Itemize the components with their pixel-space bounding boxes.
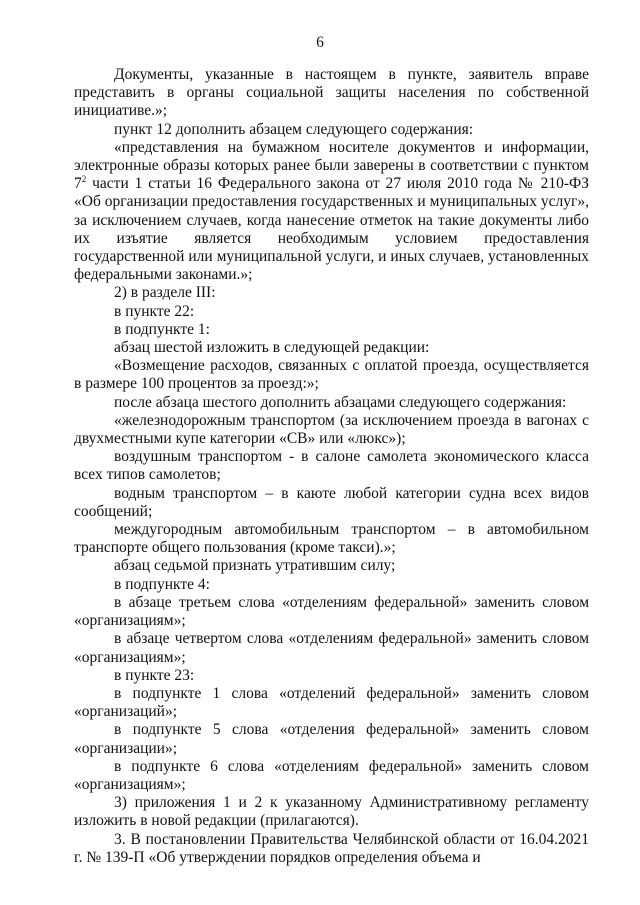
paragraph <box>74 139 589 285</box>
paragraph: в подпункте 4: <box>114 575 210 593</box>
paragraph: в подпункте 1: <box>114 320 210 338</box>
paragraph: пункт 12 дополнить абзацем следующего содержания: <box>114 120 474 138</box>
paragraph: в пункте 22: <box>114 302 195 320</box>
paragraph: в подпункте 5 слова «отделения федеральной» заменить словом «организации»; <box>74 721 589 757</box>
paragraph: «железнодорожным транспортом (за исключением проезда в вагонах с двухместными купе категории «СВ» или «люкс»); <box>74 411 589 448</box>
paragraph: воздушным транспортом - в салоне самолета экономического класса всех типов самолетов; <box>74 448 589 484</box>
paragraph: 3. В постановлении Правительства Челябинской области от 16.04.2021 г. № 139-П «Об утверждении порядков определения объема и <box>74 830 589 866</box>
superscript: 2 <box>81 174 87 185</box>
paragraph: Документы, указанные в настоящем в пункте, заявитель вправе представить в органы социальной защиты населения по собственной инициативе.»; <box>74 66 589 120</box>
paragraph: в пункте 23: <box>114 666 195 684</box>
paragraph: «Возмещение расходов, связанных с оплатой проезда, осуществляется в размере 100 процентов за проезд:»; <box>74 357 589 393</box>
paragraph: после абзаца шестого дополнить абзацами следующего содержания: <box>114 393 567 411</box>
paragraph: в абзаце четвертом слова «отделениям федеральной» заменить словом «организациям»; <box>74 630 589 666</box>
document-body <box>74 66 589 867</box>
paragraph-text: «представления на бумажном носителе документов и информации, электронные образы которых ранее были заверены в соответствии с пунктом 7 <box>74 138 589 193</box>
paragraph: водным транспортом – в каюте любой категории судна всех видов сообщений; <box>74 484 589 520</box>
paragraph: 2) в разделе III: <box>114 284 216 302</box>
paragraph: в подпункте 6 слова «отделениям федеральной» заменить словом «организациям»; <box>74 757 589 793</box>
page-number: 6 <box>316 34 324 51</box>
paragraph: междугородным автомобильным транспортом – в автомобильном транспорте общего пользования (кроме такси).»; <box>74 521 589 557</box>
paragraph: в абзаце третьем слова «отделениям федеральной» заменить словом «организациям»; <box>74 593 589 630</box>
paragraph: абзац шестой изложить в следующей редакции: <box>114 339 430 357</box>
paragraph: 3) приложения 1 и 2 к указанному Административному регламенту изложить в новой редакции (прилагаются). <box>74 794 589 830</box>
paragraph: в подпункте 1 слова «отделений федеральной» заменить словом «организаций»; <box>74 684 589 721</box>
paragraph-text: части 1 статьи 16 Федерального закона от 27 июля 2010 года № 210-ФЗ «Об организации предоставления государственных и муниципальных услуг», за исключением случаев, когда нанесение отметок на такие документы либо их изъятие является необходимым условием предоставления государственной или муниципальной услуги, и иных случаев, установленных федеральными законами.»; <box>74 175 589 284</box>
paragraph: абзац седьмой признать утратившим силу; <box>114 557 396 575</box>
